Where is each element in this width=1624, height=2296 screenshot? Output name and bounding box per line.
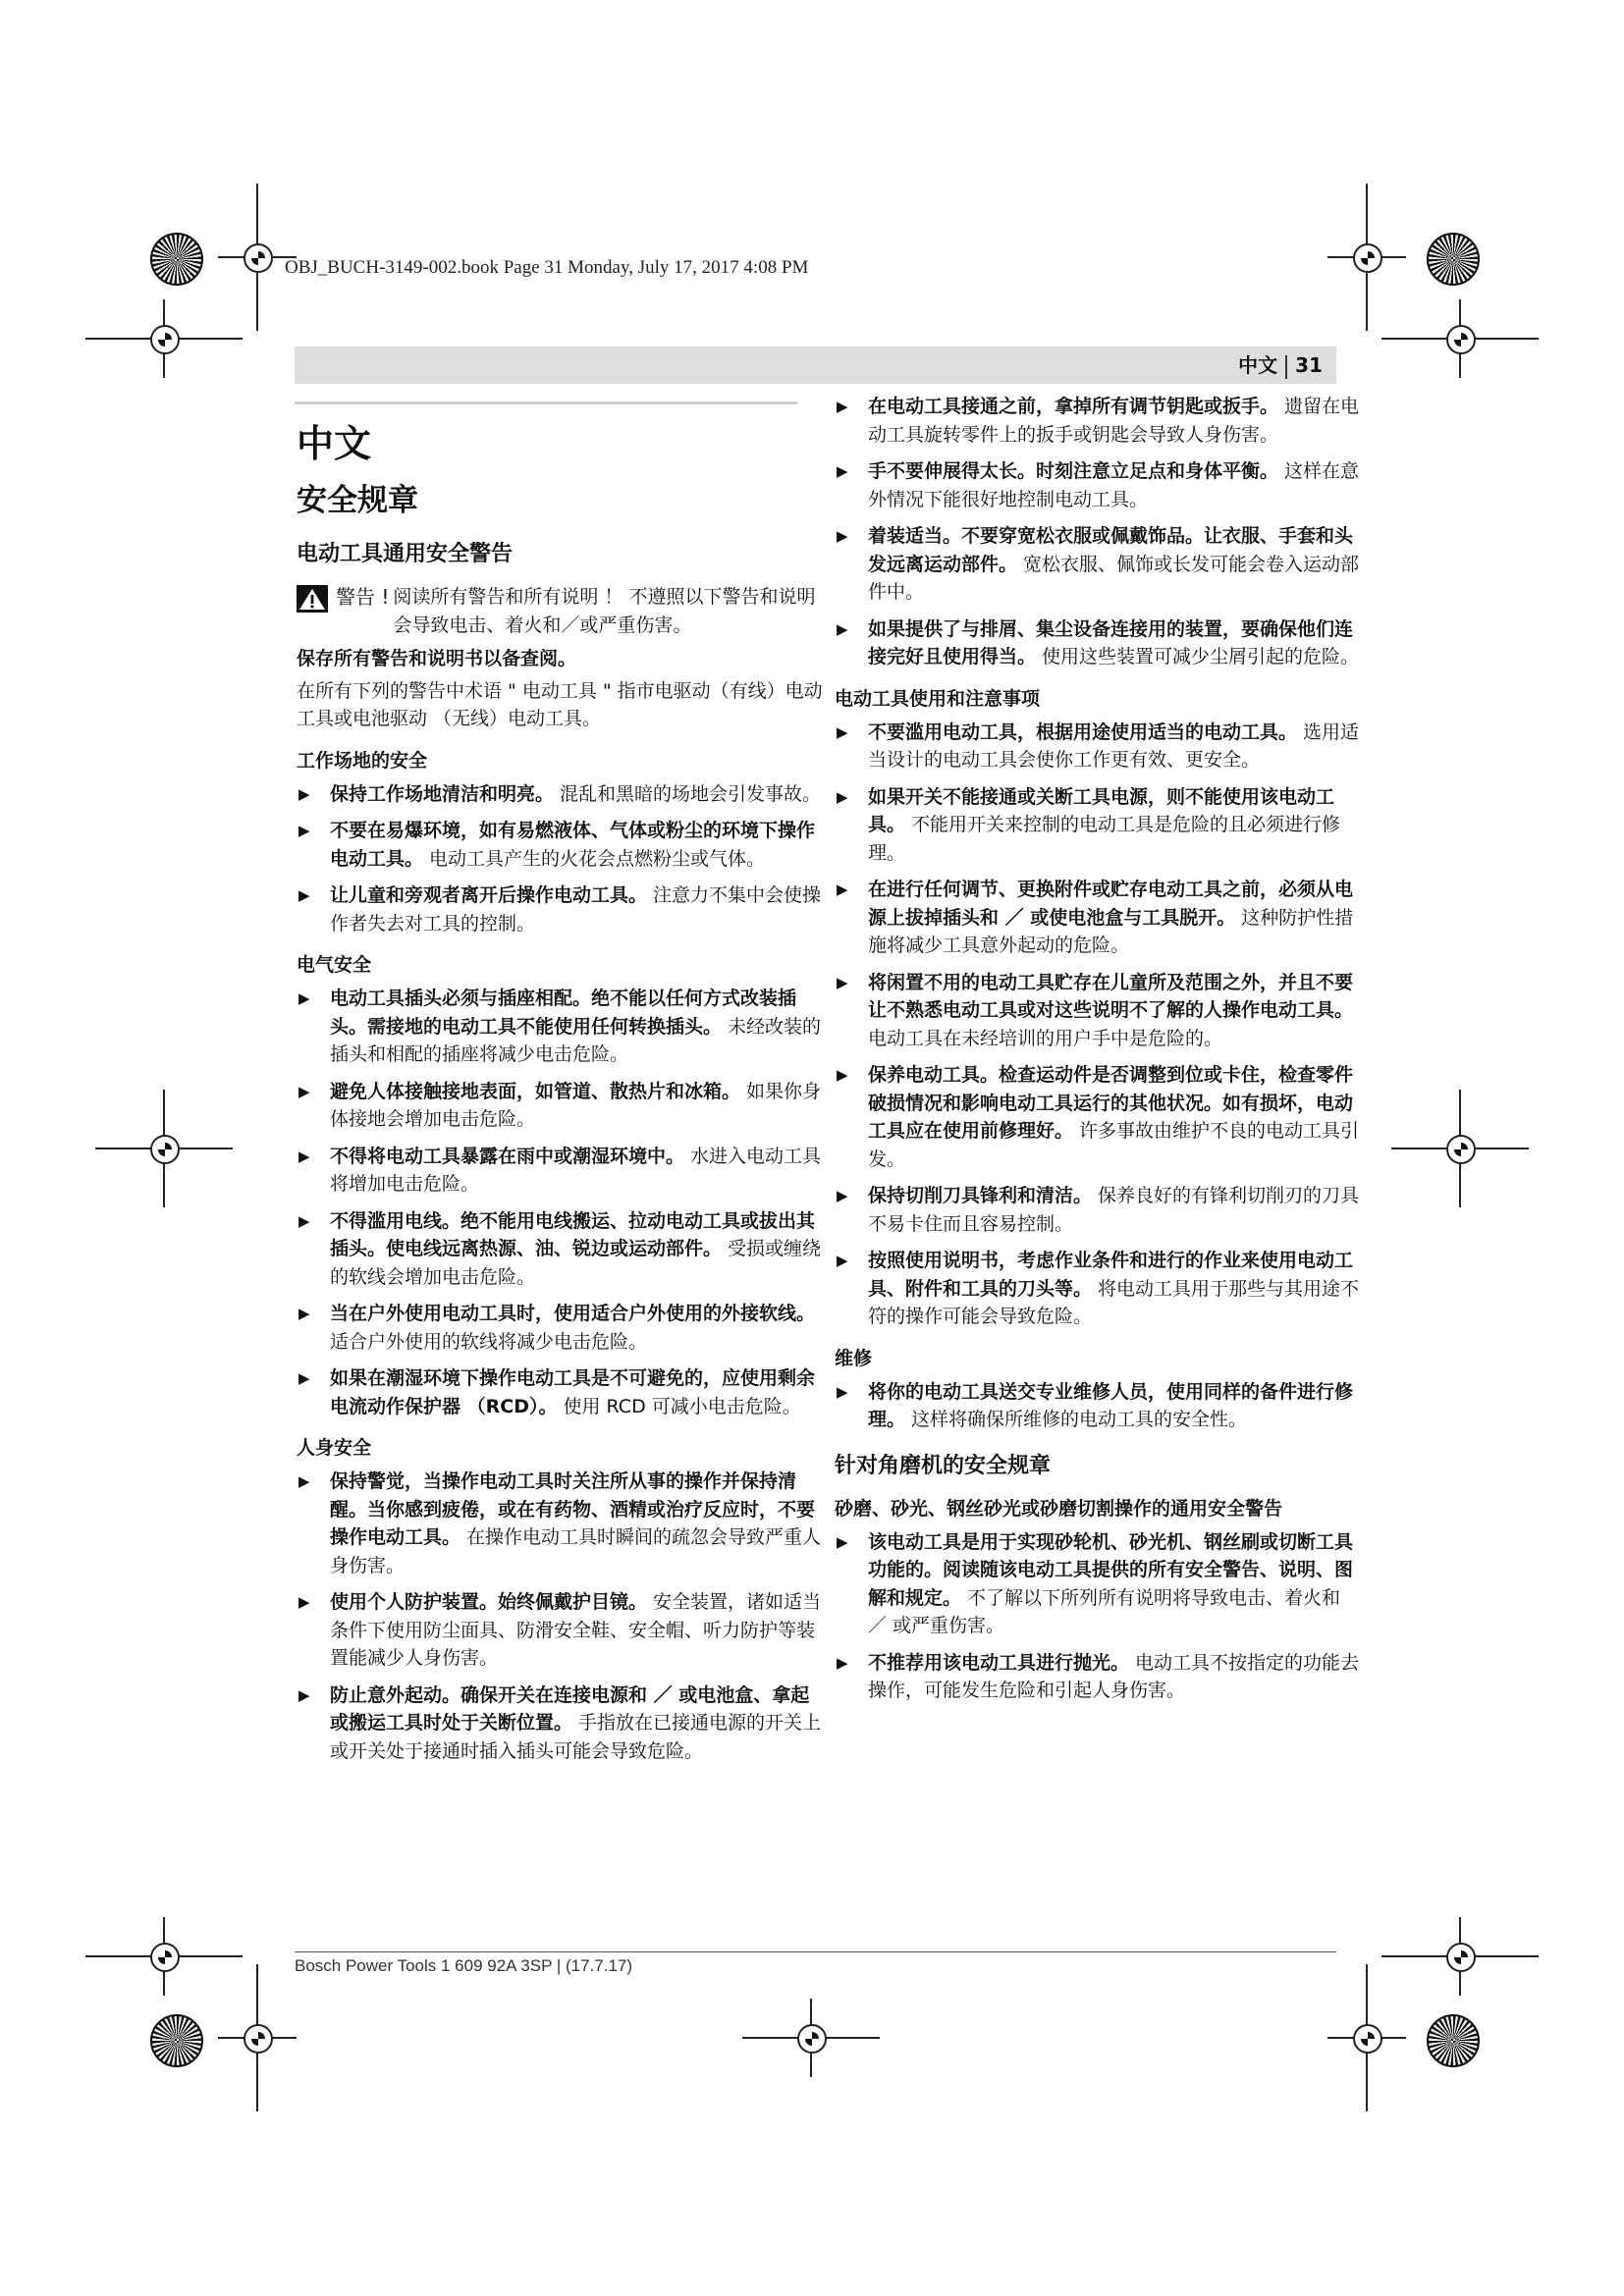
list-item [297, 1300, 823, 1356]
bullet-arrow-icon: ▶ [837, 881, 848, 898]
list-item [835, 457, 1363, 513]
item-bold: 不要在易爆环境，如有易燃液体、气体或粉尘的环境下操作电动工具。 [330, 820, 816, 870]
item-bold: 保养电动工具。检查运动件是否调整到位或卡住，检查零件破损情况和影响电动工具运行的其他状况。如有损坏，电动工具应在使用前修理好。 [868, 1064, 1354, 1142]
list-item [835, 1182, 1363, 1238]
item-bold: 将闲置不用的电动工具贮存在儿童所及范围之外，并且不要让不熟悉电动工具或对这些说明不了解的人操作电动工具。 [868, 971, 1354, 1021]
bullet-arrow-icon: ▶ [837, 1066, 848, 1084]
item-bold: 保持切削刀具锋利和清洁。 [868, 1185, 1093, 1206]
bullet-arrow-icon: ▶ [837, 787, 848, 806]
bullet-arrow-icon: ▶ [298, 1082, 310, 1100]
item-bold: 电动工具插头必须与插座相配。绝不能以任何方式改装插头。需接地的电动工具不能使用任何转换插头。 [330, 988, 797, 1038]
bullet-arrow-icon: ▶ [298, 822, 310, 839]
item-bold: 让儿童和旁观者离开后操作电动工具。 [330, 884, 648, 906]
bullet-arrow-icon: ▶ [298, 989, 310, 1007]
item-bold: 在进行任何调节、更换附件或贮存电动工具之前，必须从电源上拔掉插头和 ／ 或使电池盒与工具脱开。 [868, 879, 1354, 929]
color-bar-mark-top-right [1427, 233, 1480, 286]
list-item [835, 876, 1363, 960]
group-heading-work-area: 工作场地的安全 [297, 749, 428, 772]
item-text: 电动工具在未经培训的用户手中是危险的。 [868, 1027, 1223, 1049]
page-header-bar [295, 347, 1336, 384]
subsection-title: 电动工具通用安全警告 [297, 542, 514, 566]
list-item [297, 1682, 823, 1766]
warning-block [297, 583, 823, 639]
item-bold: 使用个人防护装置。始终佩戴护目镜。 [330, 1591, 648, 1613]
list-item [297, 985, 823, 1069]
item-bold: 在电动工具接通之前，拿掉所有调节钥匙或扳手。 [868, 396, 1279, 417]
item-text: 使用 RCD 可减小电击危险。 [557, 1395, 801, 1417]
color-bar-mark-bottom-left [150, 2014, 203, 2067]
list-item [835, 522, 1363, 607]
group-heading-electrical: 电气安全 [297, 954, 372, 976]
left-column [297, 412, 823, 1774]
item-text: 安全装置，诸如适当条件下使用防尘面具、防滑安全鞋、安全帽、听力防护等装置能减少人身伤害。 [330, 1591, 822, 1669]
footer-rule [295, 1951, 1336, 1952]
item-text: 这样将确保所维修的电动工具的安全性。 [905, 1409, 1248, 1430]
list-item [297, 1364, 823, 1420]
item-bold: 如果在潮湿环境下操作电动工具是不可避免的，应使用剩余电流动作保护器 （RCD）。 [330, 1367, 816, 1417]
list-item [297, 1078, 823, 1134]
bullet-arrow-icon: ▶ [298, 1472, 310, 1490]
page-footer: Bosch Power Tools 1 609 92A 3SP | (17.7.17) [295, 1956, 633, 1975]
list-item [297, 1207, 823, 1292]
list-item [835, 1378, 1363, 1434]
item-text: 电动工具产生的火花会点燃粉尘或气体。 [423, 847, 766, 870]
item-text: 未经改装的插头和相配的插座将减少电击危险。 [330, 1015, 822, 1065]
item-text: 这样在意外情况下能很好地控制电动工具。 [868, 460, 1360, 510]
right-column [835, 393, 1363, 1714]
grinder-subtitle: 砂磨、砂光、钢丝砂光或砂磨切割操作的通用安全警告 [835, 1497, 1283, 1520]
header-language: 中文 [1238, 353, 1278, 377]
list-item [297, 780, 823, 809]
item-text: 将电动工具用于那些与其用途不符的操作可能会导致危险。 [868, 1277, 1360, 1327]
header-divider [1285, 355, 1287, 379]
list-item [297, 1588, 823, 1673]
page-number: 31 [1295, 353, 1323, 377]
list-item [835, 615, 1363, 671]
list-item [297, 817, 823, 873]
item-bold: 手不要伸展得太长。时刻注意立足点和身体平衡。 [868, 460, 1279, 482]
bullet-arrow-icon: ▶ [837, 722, 848, 741]
list-item [835, 393, 1363, 449]
group-heading-service: 维修 [835, 1347, 873, 1369]
list-item [835, 783, 1363, 868]
item-bold: 着装适当。不要穿宽松衣服或佩戴饰品。让衣服、手套和头发远离运动部件。 [868, 525, 1354, 575]
warning-label: 警告 ! [336, 585, 390, 609]
group-heading-tool-use: 电动工具使用和注意事项 [835, 687, 1041, 710]
item-bold: 按照使用说明书，考虑作业条件和进行的作业来使用电动工具、附件和工具的刀头等。 [868, 1250, 1354, 1300]
list-item [835, 1247, 1363, 1331]
bullet-arrow-icon: ▶ [837, 973, 848, 991]
item-text: 许多事故由维护不良的电动工具引发。 [868, 1120, 1360, 1170]
list-item [835, 1528, 1363, 1640]
bullet-arrow-icon: ▶ [837, 527, 848, 545]
bullet-arrow-icon: ▶ [837, 1532, 848, 1551]
group-heading-personal: 人身安全 [297, 1437, 372, 1459]
bullet-arrow-icon: ▶ [837, 462, 848, 480]
item-text: 在操作电动工具时瞬间的疏忽会导致严重人身伤害。 [330, 1526, 822, 1576]
keep-instructions: 保存所有警告和说明书以备查阅。 [297, 648, 577, 669]
bullet-arrow-icon: ▶ [298, 784, 310, 803]
list-item [835, 719, 1363, 774]
item-bold: 避免人体接触接地表面，如管道、散热片和冰箱。 [330, 1080, 741, 1102]
list-item [297, 1143, 823, 1199]
color-bar-mark-top-left [150, 233, 203, 286]
bullet-arrow-icon: ▶ [298, 886, 310, 904]
bullet-arrow-icon: ▶ [298, 1369, 310, 1387]
column-top-rule [295, 401, 797, 404]
page-title: 中文 [297, 422, 372, 465]
bullet-arrow-icon: ▶ [298, 1305, 310, 1322]
item-text: 电动工具不按指定的功能去操作，可能发生危险和引起人身伤害。 [868, 1651, 1360, 1701]
item-bold: 当在户外使用电动工具时，使用适合户外使用的外接软线。 [330, 1303, 816, 1324]
bullet-arrow-icon: ▶ [837, 1382, 848, 1401]
bullet-arrow-icon: ▶ [837, 619, 848, 638]
bullet-arrow-icon: ▶ [837, 1653, 848, 1672]
item-text: 混乱和黑暗的场地会引发事故。 [554, 782, 822, 805]
item-text: 水进入电动工具将增加电击危险。 [330, 1145, 822, 1195]
item-text: 注意力不集中会使操作者失去对工具的控制。 [330, 884, 822, 934]
item-bold: 防止意外起动。确保开关在连接电源和 ／ 或电池盒、拿起或搬运工具时处于关断位置。 [330, 1683, 810, 1734]
list-item [835, 1061, 1363, 1173]
bullet-arrow-icon: ▶ [298, 1147, 310, 1165]
item-bold: 保持警觉，当操作电动工具时关注所从事的操作并保持清醒。当你感到疲倦，或在有药物、酒精或治疗反应时，不要操作电动工具。 [330, 1470, 816, 1548]
bullet-arrow-icon: ▶ [298, 1593, 310, 1611]
item-text: 保养良好的有锋利切削刃的刀具不易卡住而且容易控制。 [868, 1185, 1360, 1235]
page-header [1238, 347, 1336, 384]
item-text: 如果你身体接地会增加电击危险。 [330, 1080, 822, 1130]
term-definition: 在所有下列的警告中术语 " 电动工具 " 指市电驱动（有线）电动工具或电池驱动 （无线）电动工具。 [297, 679, 823, 729]
bullet-arrow-icon: ▶ [298, 1211, 310, 1230]
list-item [835, 969, 1363, 1053]
item-text: 手指放在已接通电源的开关上或开关处于接通时插入插头可能会导致危险。 [330, 1712, 822, 1762]
item-text: 选用适当设计的电动工具会使你工作更有效、更安全。 [868, 721, 1360, 771]
item-text: 使用这些装置可减少尘屑引起的危险。 [1036, 646, 1360, 667]
item-bold: 不得将电动工具暴露在雨中或潮湿环境中。 [330, 1145, 685, 1167]
list-item [297, 1468, 823, 1579]
bullet-arrow-icon: ▶ [837, 1252, 848, 1269]
warning-triangle-icon [297, 585, 328, 613]
item-bold: 如果开关不能接通或关断工具电源，则不能使用该电动工具。 [868, 785, 1335, 835]
item-text: 不了解以下所列所有说明将导致电击、着火和 ／ 或严重伤害。 [868, 1586, 1341, 1636]
item-bold: 该电动工具是用于实现砂轮机、砂光机、钢丝刷或切断工具功能的。阅读随该电动工具提供的所有安全警告、说明、图解和规定。 [868, 1530, 1354, 1609]
item-bold: 保持工作场地清洁和明亮。 [330, 782, 555, 805]
item-bold: 不推荐用该电动工具进行抛光。 [868, 1651, 1130, 1674]
item-bold: 不得滥用电线。绝不能用电线搬运、拉动电动工具或拔出其插头。使电线远离热源、油、锐边或运动部件。 [330, 1209, 816, 1259]
item-bold: 将你的电动工具送交专业维修人员，使用同样的备件进行修理。 [868, 1380, 1354, 1430]
list-item [297, 881, 823, 937]
item-text: 适合户外使用的软线将减少电击危险。 [330, 1330, 648, 1353]
list-item [835, 1649, 1363, 1705]
print-info: OBJ_BUCH-3149-002.book Page 31 Monday, July 17, 2017 4:08 PM [285, 257, 809, 278]
item-bold: 如果提供了与排屑、集尘设备连接用的装置，要确保他们连接完好且使用得当。 [868, 617, 1354, 667]
item-text: 这种防护性措施将减少工具意外起动的危险。 [868, 906, 1354, 956]
item-text: 遗留在电动工具旋转零件上的扳手或钥匙会导致人身伤害。 [868, 396, 1360, 446]
item-text: 受损或缠绕的软线会增加电击危险。 [330, 1238, 822, 1288]
color-bar-mark-bottom-right [1427, 2014, 1480, 2067]
item-text: 宽松衣服、佩饰或长发可能会卷入运动部件中。 [868, 553, 1360, 603]
section-title: 安全规章 [297, 483, 418, 518]
item-text: 不能用开关来控制的电动工具是危险的且必须进行修理。 [868, 814, 1341, 864]
bullet-arrow-icon: ▶ [837, 1187, 848, 1204]
item-bold: 不要滥用电动工具，根据用途使用适当的电动工具。 [868, 721, 1298, 743]
warning-text: 阅读所有警告和所有说明 ！ 不遵照以下警告和说明会导致电击、着火和／或严重伤害。 [393, 586, 816, 636]
grinder-section-title: 针对角磨机的安全规章 [835, 1453, 1052, 1478]
bullet-arrow-icon: ▶ [837, 398, 848, 415]
bullet-arrow-icon: ▶ [298, 1685, 310, 1704]
